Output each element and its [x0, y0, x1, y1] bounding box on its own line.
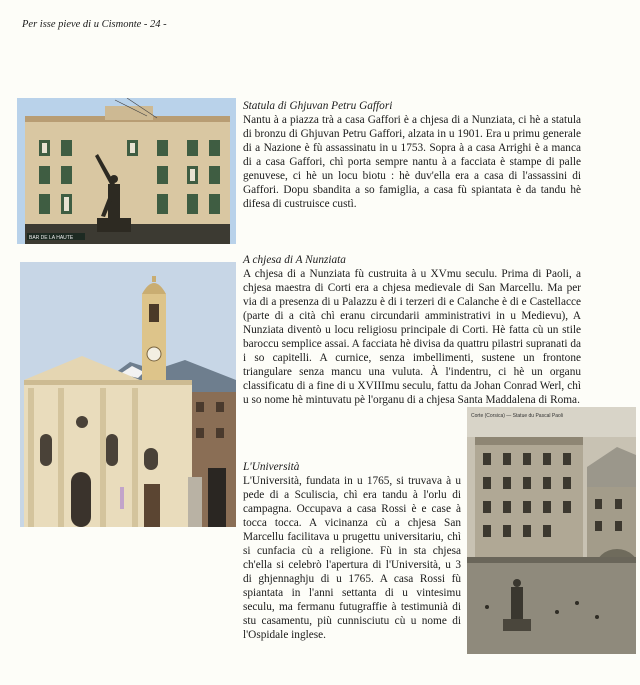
section-body: A chjesa di a Nunziata fù custruita à u XVmu seculu. Prima di Paoli, a chjesa maestra di Corti era a chjesa medievale di San Marcellu. Ma per via di a presenza di u Palazzu è di i terzeri di e Calanche è di e Castellacce (parte di a cità chì eranu circundarii amministrativi in u Medievu), A Nunziata diventò u locu religiosu principale di Corti. Hè fatta cù un stile baroccu semplice assai. A facciata hè divisa da quattru pilastri supranati da i so capitelli. A curnice, senza imbellimenti, sustene un frontone triangulare senza mancu una vuluta. À l'indentru, ci hè un organu classificatu di a fine di u XVIIImu seculu, fattu da Johan Conrad Werl, chì u so nome hè mintuvatu pè l'organu di a chjesa Santa Maddalena di Roma.: [243, 268, 581, 406]
section-gaffori: [243, 99, 581, 211]
section-title: A chjesa di A Nunziata: [243, 254, 346, 266]
nunziata-church-photo: [20, 262, 236, 527]
section-body: Nantu à a piazza trà a casa Gaffori è a chjesa di a Nunziata, ci hè a statula di bronzu di Ghjuvan Petru Gaffori, alzata in u 1901. Era u primu generale di a Nazione è fù assassinatu in u 1753. Sopra à a casa Arrighi è a manca di a casa Gaffori, chì porta sempre nantu à a facciata è stampe di palle genuvese, ci hè un locu biotu : hè duv'ella era a casa di l'assassini di Gaffori. Dopu sbandita a so famiglia, a casa fù spiantata è da tandu hè difesa di custruisce custì.: [243, 114, 581, 210]
section-title: L'Università: [243, 461, 300, 473]
section-nunziata: [243, 253, 581, 407]
page-header: Per isse pieve di u Cismonte - 24 -: [22, 19, 167, 30]
gaffori-statue-photo: [17, 98, 236, 244]
section-universita: [243, 460, 461, 642]
bar-sign-text: BAR DE LA HAUTE: [29, 235, 74, 241]
section-body: L'Università, fundata in u 1765, si truvava à u pede di a Sculiscia, chì era tandu à l'orlu di campagna. Occupava a casa Rossi è e case à tocca tocca. A vicinanza cù a chjesa San Marcellu facilitava u prugettu universitariu, chì si cunfacia cù a religione. Fù in sta chjesa ch'ella si celebrò l'apertura di l'Università, u 3 di ghjennaghju di u 1765. A casa Rossi fù spiantata in l'anni settanta di u vintesimu seculu, ma fermanu futugraffie à testimunià di stu casamentu, più cunnisciutu cù u nome di l'Ospidale inglese.: [243, 475, 461, 641]
section-title: Statula di Ghjuvan Petru Gaffori: [243, 100, 393, 112]
universita-postcard-photo: [467, 407, 636, 654]
postcard-caption: Corte (Corsica) — Statue du Pascal Paoli: [471, 413, 563, 419]
